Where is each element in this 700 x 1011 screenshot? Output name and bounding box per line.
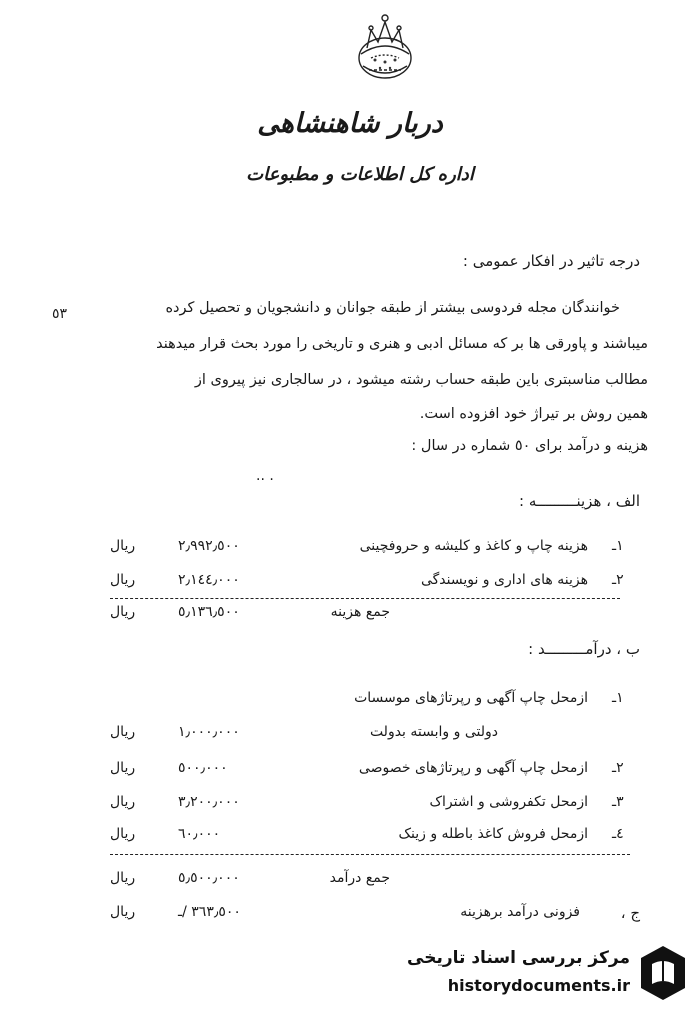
- paragraph-line: مطالب مناسبتری باین طبقه حساب رشته میشود ، در سالجاری نیز پیروی از: [194, 372, 648, 388]
- total-cost-unit: ریال: [110, 604, 136, 620]
- row-description: ازمحل فروش کاغذ باطله و زینک: [398, 826, 588, 842]
- total-cost-amount: ٥٫١٣٦٫٥٠٠: [178, 604, 240, 620]
- row-amount: ٦٠٫٠٠٠: [178, 826, 221, 842]
- row-description: ازمحل چاپ آگهی و رپرتاژهای موسسات: [354, 690, 588, 706]
- total-cost-label: جمع هزینه: [330, 604, 390, 620]
- row-amount: ٢٫١٤٤٫٠٠٠: [178, 572, 240, 588]
- row-unit: ریال: [110, 794, 136, 810]
- total-income-amount: ٥٫٥٠٠٫٠٠٠: [178, 870, 240, 886]
- row-description: ازمحل تکفروشی و اشتراک: [429, 794, 588, 810]
- influence-heading: درجه تاثیر در افکار عمومی :: [462, 252, 640, 270]
- row-description: هزینه های اداری و نویسندگی: [420, 572, 588, 588]
- watermark-url: historydocuments.ir: [447, 976, 630, 995]
- row-amount: ١٫٠٠٠٫٠٠٠: [178, 724, 240, 740]
- row-description: ازمحل چاپ آگهی و رپرتاژهای خصوصی: [358, 760, 588, 776]
- section-c-label: ج ،: [620, 904, 640, 922]
- row-number: ٤ـ: [612, 826, 624, 842]
- row-unit: ریال: [110, 572, 136, 588]
- section-b-label: ب ، درآمـــــــــد :: [528, 640, 640, 658]
- row-description: هزینه چاپ و کاغذ و کلیشه و حروفچینی: [359, 538, 588, 554]
- paragraph-line: همین روش بر تیراژ خود افزوده است.: [419, 406, 648, 422]
- divider-line: [110, 598, 620, 599]
- watermark-title: مرکز بررسی اسناد تاریخی: [407, 948, 630, 968]
- surplus-description: فزونی درآمد برهزینه: [460, 904, 580, 920]
- archive-logo-icon: [638, 944, 688, 1002]
- cost-income-heading: هزینه و درآمد برای ٥٠ شماره در سال :: [411, 438, 648, 454]
- row-amount: ٥٠٠٫٠٠٠: [178, 760, 228, 776]
- row-description-continued: دولتی و وابسته بدولت: [369, 724, 498, 740]
- row-unit: ریال: [110, 538, 136, 554]
- surplus-unit: ریال: [110, 904, 136, 920]
- row-unit: ریال: [110, 826, 136, 842]
- row-number: ١ـ: [612, 538, 624, 554]
- row-number: ٣ـ: [612, 794, 624, 810]
- surplus-amount: ٣٦٣٫٥٠٠ /ـ: [178, 904, 241, 920]
- row-amount: ٢٫٩٩٢٫٥٠٠: [178, 538, 240, 554]
- row-amount: ٣٫٢٠٠٫٠٠٠: [178, 794, 240, 810]
- row-number: ١ـ: [612, 690, 624, 706]
- stray-dots: .. .: [256, 468, 274, 484]
- divider-line: [110, 854, 630, 855]
- department-title: اداره کل اطلاعات و مطبوعات: [246, 164, 474, 185]
- row-unit: ریال: [110, 724, 136, 740]
- section-a-label: الف ، هزینـــــــــه :: [519, 492, 640, 510]
- total-income-unit: ریال: [110, 870, 136, 886]
- crown-emblem-icon: [345, 8, 425, 88]
- row-number: ٢ـ: [612, 572, 624, 588]
- row-unit: ریال: [110, 760, 136, 776]
- total-income-label: جمع درآمد: [329, 870, 390, 886]
- paragraph-line: میباشند و پاورقی ها بر که مسائل ادبی و هنری و تاریخی را مورد بحث قرار میدهند: [156, 336, 648, 352]
- margin-mark: ٥٣: [52, 306, 68, 322]
- row-number: ٢ـ: [612, 760, 624, 776]
- paragraph-line: خوانندگان مجله فردوسی بیشتر از طبقه جوانان و دانشجویان و تحصیل کرده: [165, 300, 620, 316]
- court-title: دربار شاهنشاهی: [257, 108, 443, 139]
